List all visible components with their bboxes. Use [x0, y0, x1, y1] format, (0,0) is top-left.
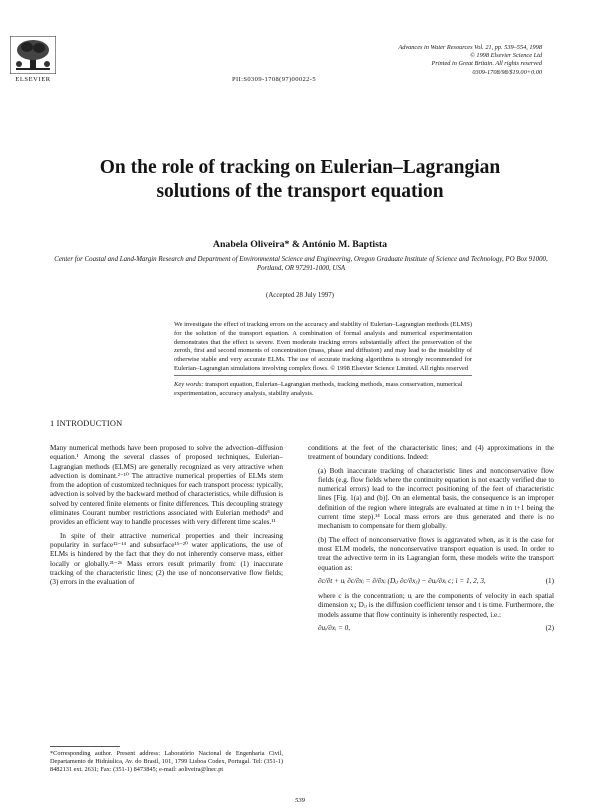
equation-text: ∂uᵢ/∂xᵢ = 0,: [318, 624, 350, 633]
equation-number: (1): [545, 576, 554, 585]
list-item: (b) The effect of nonconservative flows is aggravated when, as it is the case for most ELM models, the nonconservative transport equation is used. In order to treat the advective term in its Lagrangian form, these models write the transport equation as:: [318, 535, 554, 572]
journal-info: [322, 44, 542, 77]
journal-line: © 1998 Elsevier Science Ltd: [470, 52, 542, 60]
section-heading: 1 INTRODUCTION: [50, 419, 123, 428]
equation-2: [308, 624, 554, 633]
affiliation: Center for Coastal and Land-Margin Research and Department of Environmental Science and Engineering, Oregon Graduate Institute of Science and Technology, PO Box 91000, Portland, OR 97291-1000, USA: [54, 256, 548, 272]
paragraph: In spite of their attractive numerical properties and their increasing popularity in surface¹²⁻¹⁴ and subsurface¹⁵⁻²⁰ water applications, the use of ELMs is hindered by the fact that they do not inherently conserve mass, either locally or globally.²¹⁻²⁶ Mass errors result primarily from: (1) inaccurate tracking of the characteristic lines; (2) the use of nonconservative flow fields; (3) errors in the evaluation of: [50, 531, 283, 587]
abstract: We investigate the effect of tracking errors on the accuracy and stability of Eulerian–Lagrangian methods (ELMS) for the solution of the transport equation. A combination of formal analysis and numerical experimentation demonstrates that the effect is severe. Even moderate tracking errors substantially affect the preservation of the zeroth, first and second moments of concentration (mass, phase and diffusion) and may lead to the instability of otherwise stable and very accurate ELMs. The use of accurate tracking algorithms is strongly recommended for Eulerian–Lagrangian simulations involving complex flows. © 1998 Elsevier Science Limited. All rights reserved: [174, 321, 472, 372]
journal-line: Advances in Water Resources Vol. 21, pp. 539–554, 1998: [398, 44, 542, 51]
footnote-rule: [50, 746, 120, 747]
equation-1: [308, 577, 554, 586]
left-column: [50, 444, 283, 591]
elsevier-logo: [10, 36, 56, 83]
journal-line: 0309-1708/98/$19.00+0.00: [472, 68, 542, 76]
equation-text: ∂c/∂t + uᵢ ∂c/∂xᵢ = ∂/∂xᵢ (Dᵢⱼ ∂c/∂xⱼ) − ∂uᵢ/∂xᵢ c; i = 1, 2, 3,: [318, 576, 486, 585]
publisher-name: ELSEVIER: [15, 76, 51, 83]
divider: [174, 375, 472, 376]
list-item: (a) Both inaccurate tracking of characteristic lines and nonconservative flow fields (e.g. flow fields where the continuity equation is not exactly verified due to numerical errors) lead to the incorrect positioning of the feet of characteristic lines [Fig. 1(a) and (b)]. On an elemental basis, the consequence is an improper definition of the region where integrals are evaluated at time n in t+1 being the current time step).¹⁴ Local mass errors are thus generated and there is no mechanism to compensate for them globally.: [318, 466, 554, 531]
paragraph: Many numerical methods have been proposed to solve the advection–diffusion equation.¹ Among the several classes of proposed techniques, Eulerian–Lagrangian methods (ELMS) are generally recognized as very attractive when advection is dominant.²⁻¹⁰ The attractive numerical properties of ELMs stem from the adoption of customized techniques for each transport process: typically, advection is solved by the backward method of characteristics, while diffusion is solved by centered finite elements or finite differences. This decoupling strategy eliminates Courant number restrictions associated with Eulerian methods⁸ and provides an efficient way to handle processes with very different time scales.¹¹: [50, 444, 283, 527]
pii-code: PII:S0309-1708(97)00022-5: [232, 76, 317, 83]
title-line: On the role of tracking on Eulerian–Lagrangian: [99, 157, 501, 178]
accepted-date: (Accepted 28 July 1997): [266, 292, 334, 299]
footnote: *Corresponding author. Present address: Laboratório Nacional de Engenharia Civil, Departamento de Hidráulica, Av. do Brasil, 101, 1799 Lisboa Codex, Portugal. Tel: (351-1) 8482131 ext. 2631; Fax: (351-1) 8473845; e-mail: aoliveira@lnec.pt: [50, 750, 283, 774]
paragraph: where c is the concentration; uᵢ are the components of velocity in each spatial dimension xᵢ; Dᵢⱼ is the diffusion coefficient tensor and t is time. Furthermore, the models assume that flow continuity is inherently respected, i.e.:: [318, 592, 554, 619]
right-column: [308, 444, 554, 639]
title-line: solutions of the transport equation: [156, 181, 444, 202]
elsevier-tree-icon: [10, 36, 56, 74]
keywords: [174, 381, 472, 399]
paragraph: conditions at the feet of the characteristic lines; and (4) approximations in the treatment of boundary conditions. Indeed:: [308, 444, 554, 462]
paper-title: [40, 156, 560, 204]
page-number: 539: [294, 797, 306, 804]
equation-number: (2): [545, 624, 554, 633]
keywords-label: Key words:: [174, 381, 204, 388]
journal-line: Printed in Great Britain. All rights reserved: [431, 60, 542, 68]
authors: Anabela Oliveira* & António M. Baptista: [212, 239, 388, 250]
keywords-text: transport equation, Eulerian–Lagrangian methods, tracking methods, mass conservation, numerical experimentation, accuracy analysis, stability analysis.: [174, 381, 463, 397]
